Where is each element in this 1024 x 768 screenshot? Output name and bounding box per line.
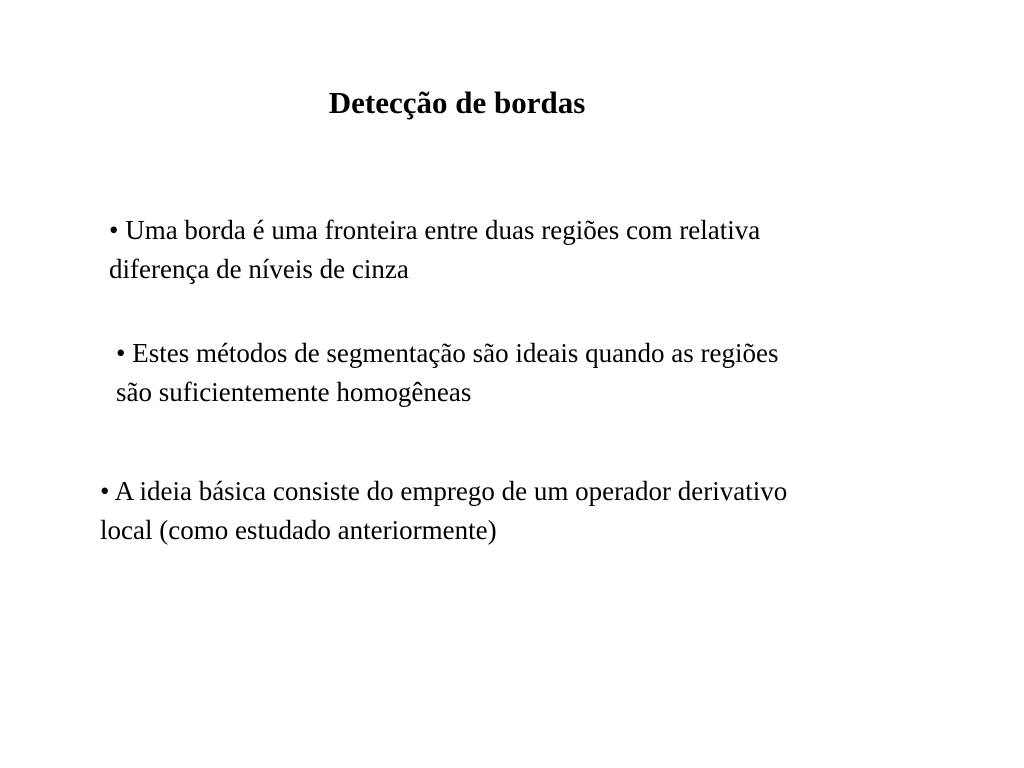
bullet-3-line-1: • A ideia básica consiste do emprego de um operador derivativo: [100, 476, 788, 506]
bullet-2-line-2: são suficientemente homogêneas: [116, 377, 472, 407]
slide-title: Detecção de bordas: [328, 85, 586, 120]
bullet-item-3: [100, 472, 1000, 550]
bullet-1-line-1: • Uma borda é uma fronteira entre duas regiões com relativa: [109, 215, 761, 245]
bullet-item-1: [109, 211, 989, 289]
bullet-2-line-1: • Estes métodos de segmentação são ideais quando as regiões: [116, 338, 779, 368]
bullet-1-line-2: diferença de níveis de cinza: [109, 254, 409, 284]
bullet-3-line-2: local (como estudado anteriormente): [100, 515, 497, 545]
bullet-item-2: [116, 334, 996, 412]
